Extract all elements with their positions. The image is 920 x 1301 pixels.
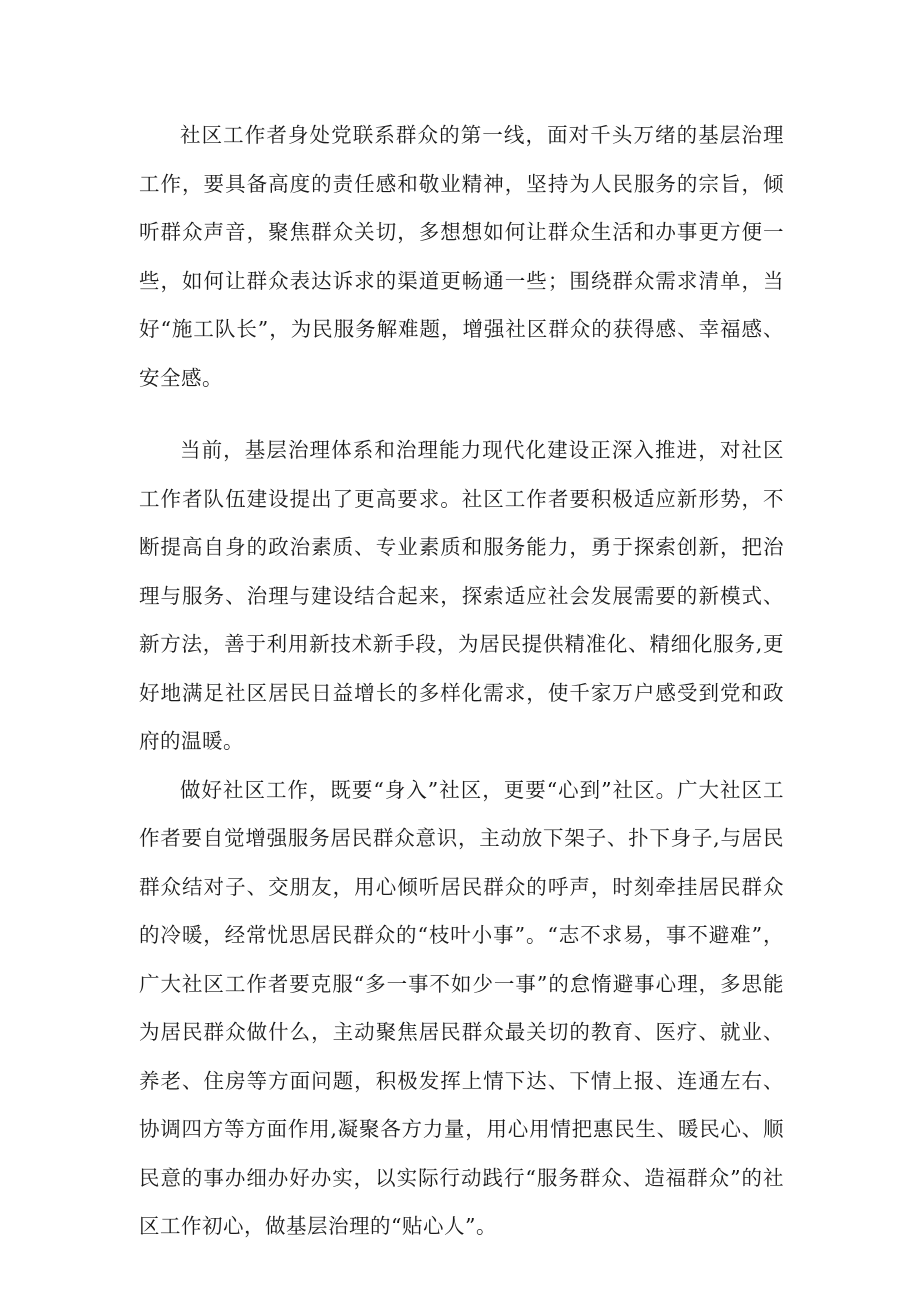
paragraph-1: 社区工作者身处党联系群众的第一线，面对千头万绪的基层治理工作，要具备高度的责任感和敬业精神，坚持为人民服务的宗旨，倾听群众声音，聚焦群众关切，多想想如何让群众生活和办事更方便一些，如何让群众表达诉求的渠道更畅通一些；围绕群众需求清单，当好“施工队长”，为民服务解难题，增强社区群众的获得感、幸福感、安全感。 <box>139 123 784 390</box>
paragraph-2: 当前，基层治理体系和治理能力现代化建设正深入推进，对社区工作者队伍建设提出了更高要求。社区工作者要积极适应新形势，不断提高自身的政治素质、专业素质和服务能力，勇于探索创新，把治理与服务、治理与建设结合起来，探索适应社会发展需要的新模式、新方法，善于利用新技术新手段，为居民提供精准化、精细化服务,更好地满足社区居民日益增长的多样化需求，使千家万户感受到党和政府的温暖。 <box>139 438 784 753</box>
paragraph-3: 做好社区工作，既要“身入”社区，更要“心到”社区。广大社区工作者要自觉增强服务居民群众意识，主动放下架子、扑下身子,与居民群众结对子、交朋友，用心倾听居民群众的呼声，时刻牵挂居民群众的冷暖，经常忧思居民群众的“枝叶小事”。“志不求易，事不避难”，广大社区工作者要克服“多一事不如少一事”的怠惰避事心理，多思能为居民群众做什么，主动聚焦居民群众最关切的教育、医疗、就业、养老、住房等方面问题，积极发挥上情下达、下情上报、连通左右、协调四方等方面作用,凝聚各方力量，用心用情把惠民生、暖民心、顺民意的事办细办好办实，以实际行动践行“服务群众、造福群众”的社区工作初心，做基层治理的“贴心人”。 <box>139 777 784 1238</box>
document-body <box>139 111 784 1251</box>
